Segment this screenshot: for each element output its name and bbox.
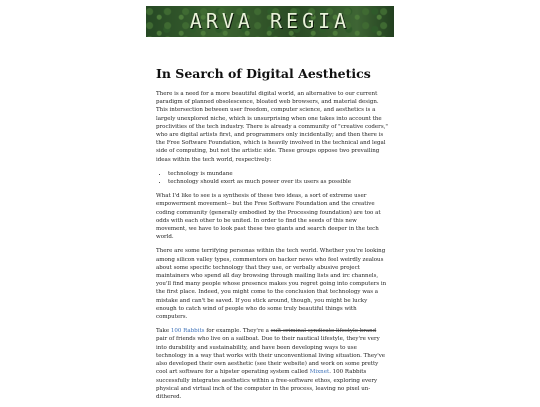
link-100-rabbits[interactable]: 100 Rabbits [170, 328, 205, 335]
paragraph-3: There are some terrifying personas within the tech world. Whether you're looking among silicon valley types, commentors on hacker news who feel weirdly zealous about some specific technology that they use, or verbally abusive project maintainers who spend all day browsing through mailing lists and irc channels, you'll find many people whose presence makes you regret going into computers in the first place. Indeed, you might come to the conclusion that technology was a mistake and can't be saved. If you stick around, though, you might be lucky enough to catch wind of people who do some truly beautiful things with computers. [156, 248, 387, 321]
link-mixnet[interactable]: Mixnet [309, 369, 330, 376]
list-item: • technology is mundane [168, 170, 388, 178]
text-span: pair of friends who live on a sailboat. Due to their nautical lifestyle, they're very into durability and sustainability, and have been developing ways to use technology in a way that works with their unconventional living situation. They've also developed their own aesthetic (see their website) and work on some pretty cool art software for a hipster operating system called [156, 336, 386, 376]
site-title: ARVA REGIA [189, 9, 351, 33]
list-item: • technology should exert as much power over its users as possible [168, 178, 388, 186]
paragraph-2: What I'd like to see is a synthesis of these two ideas, a sort of extreme user empowerment movement-- but the Free Software Foundation and the creative coding community (generally embodied by the Processing foundation) are too at odds with each other to be united. In order to find the seeds of this new movement, we have to look past these two giants and search deeper in the tech world. [156, 193, 381, 241]
site-banner [146, 6, 394, 37]
text-span: Take [156, 328, 171, 335]
article [156, 66, 388, 407]
strikethrough-text: cult criminal syndicate lifestyle brand [270, 328, 377, 335]
text-span: . 100 Rabbits successfully integrates aesthetics within a free-software ethos, exploring every physical and virtual inch of the computer in the process, leaving no pixel un-dithered. [156, 369, 378, 400]
paragraph-4 [156, 327, 388, 401]
paragraph-1: There is a need for a more beautiful digital world, an alternative to our current paradigm of planned obsolescence, bloated web browsers, and material design. This intersection between user freedom, computer science, and aesthetics is a largely unexplored niche, which is unsurprising when one takes into account the proclivities of the tech industry. There is already a community of "creative coders," who are digital artists first, and programmers only incidentally; and then there is the Free Software Foundation, which is heavily involved in the technical and legal side of computing, but not the artistic side. These groups oppose two prevailing ideas within the tech world, respectively: [156, 91, 388, 163]
article-title: In Search of Digital Aesthetics [156, 66, 371, 81]
text-span: for example. They're a [204, 328, 271, 335]
ideas-list [156, 170, 388, 186]
